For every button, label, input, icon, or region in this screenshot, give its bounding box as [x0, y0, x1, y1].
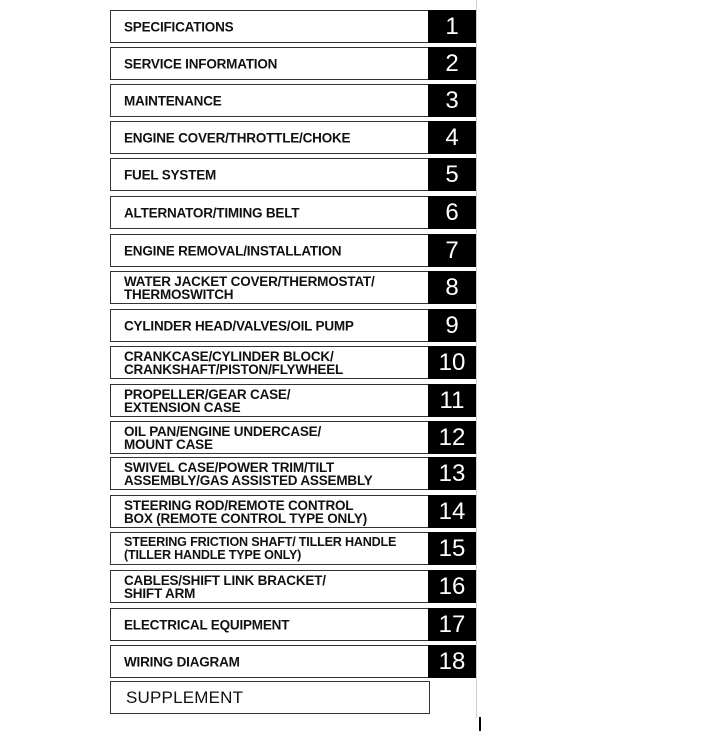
section-title: PROPELLER/GEAR CASE/ EXTENSION CASE	[124, 386, 291, 415]
section-number-tab[interactable]	[428, 645, 476, 678]
section-title: ENGINE COVER/THROTTLE/CHOKE	[124, 130, 351, 145]
section-title-box[interactable]	[110, 532, 428, 565]
section-number-tab[interactable]	[428, 309, 476, 342]
section-number: 10	[438, 348, 466, 376]
section-tab[interactable]	[110, 346, 476, 379]
section-number: 6	[445, 198, 459, 226]
section-tab[interactable]	[110, 234, 476, 267]
section-tab[interactable]	[110, 47, 476, 80]
section-title-box[interactable]	[110, 457, 428, 490]
section-tab[interactable]	[110, 645, 476, 678]
section-title-box[interactable]	[110, 234, 428, 267]
section-title-box[interactable]	[110, 608, 428, 641]
section-number: 16	[438, 572, 466, 600]
section-tab[interactable]	[110, 84, 476, 117]
section-title-box[interactable]	[110, 196, 428, 229]
section-title: CABLES/SHIFT LINK BRACKET/ SHIFT ARM	[124, 572, 326, 601]
section-title: CYLINDER HEAD/VALVES/OIL PUMP	[124, 318, 354, 333]
section-title: SWIVEL CASE/POWER TRIM/TILT ASSEMBLY/GAS ASSISTED ASSEMBLY	[124, 459, 373, 488]
section-number-tab[interactable]	[428, 84, 476, 117]
section-number: 7	[445, 236, 459, 264]
section-number-tab[interactable]	[428, 10, 476, 43]
section-number: 1	[445, 12, 459, 40]
section-title-box[interactable]	[110, 495, 428, 528]
section-title: FUEL SYSTEM	[124, 167, 217, 182]
section-tab[interactable]	[110, 271, 476, 304]
section-tab[interactable]	[110, 608, 476, 641]
section-title: MAINTENANCE	[124, 93, 222, 108]
section-title: SPECIFICATIONS	[124, 19, 234, 34]
section-title-box[interactable]	[110, 570, 428, 603]
section-title: CRANKCASE/CYLINDER BLOCK/ CRANKSHAFT/PISTON/FLYWHEEL	[124, 348, 344, 377]
section-tab[interactable]	[110, 532, 476, 565]
supplement-title: SUPPLEMENT	[126, 687, 244, 707]
section-title: OIL PAN/ENGINE UNDERCASE/ MOUNT CASE	[124, 423, 322, 452]
section-number-tab[interactable]	[428, 47, 476, 80]
section-number: 14	[438, 497, 466, 525]
section-number-tab[interactable]	[428, 196, 476, 229]
section-number: 8	[445, 273, 459, 301]
section-title: STEERING FRICTION SHAFT/ TILLER HANDLE (TILLER HANDLE TYPE ONLY)	[124, 534, 397, 562]
section-tab[interactable]	[110, 121, 476, 154]
section-number: 3	[445, 86, 459, 114]
section-tab[interactable]	[110, 495, 476, 528]
section-title-box[interactable]	[110, 84, 428, 117]
section-number: 4	[445, 123, 459, 151]
section-number-tab[interactable]	[428, 158, 476, 191]
section-number-tab[interactable]	[428, 384, 476, 417]
section-tab[interactable]	[110, 457, 476, 490]
section-title-box[interactable]	[110, 47, 428, 80]
section-title: WIRING DIAGRAM	[124, 654, 240, 669]
section-number-tab[interactable]	[428, 346, 476, 379]
page-edge-rule	[476, 0, 477, 718]
section-tab[interactable]	[110, 384, 476, 417]
section-title: SERVICE INFORMATION	[124, 56, 278, 71]
section-number-tab[interactable]	[428, 608, 476, 641]
section-tab[interactable]	[110, 570, 476, 603]
section-number: 12	[438, 423, 466, 451]
section-number-tab[interactable]	[428, 421, 476, 454]
section-title-box[interactable]	[110, 158, 428, 191]
section-number-tab[interactable]	[428, 532, 476, 565]
section-number: 18	[438, 647, 466, 675]
section-title-box[interactable]	[110, 121, 428, 154]
section-title-box[interactable]	[110, 421, 428, 454]
section-number-tab[interactable]	[428, 457, 476, 490]
section-number: 9	[445, 311, 459, 339]
section-number: 11	[439, 386, 465, 414]
section-number: 2	[445, 49, 459, 77]
section-title: ENGINE REMOVAL/INSTALLATION	[124, 243, 342, 258]
section-title-box[interactable]	[110, 384, 428, 417]
section-title: WATER JACKET COVER/THERMOSTAT/ THERMOSWITCH	[124, 273, 375, 302]
section-number: 5	[445, 160, 459, 188]
section-number: 17	[438, 610, 466, 638]
supplement-tab[interactable]	[110, 681, 430, 714]
section-title-box[interactable]	[110, 10, 428, 43]
section-title: ALTERNATOR/TIMING BELT	[124, 205, 300, 220]
section-number-tab[interactable]	[428, 570, 476, 603]
section-tab[interactable]	[110, 10, 476, 43]
section-number-tab[interactable]	[428, 234, 476, 267]
section-number: 15	[438, 534, 466, 562]
section-title-box[interactable]	[110, 346, 428, 379]
section-number: 13	[438, 459, 466, 487]
section-title-box[interactable]	[110, 271, 428, 304]
section-title-box[interactable]	[110, 645, 428, 678]
section-number-tab[interactable]	[428, 495, 476, 528]
section-title: ELECTRICAL EQUIPMENT	[124, 617, 290, 632]
section-tab[interactable]	[110, 158, 476, 191]
section-number-tab[interactable]	[428, 271, 476, 304]
section-title-box[interactable]	[110, 309, 428, 342]
section-title: STEERING ROD/REMOTE CONTROL BOX (REMOTE CONTROL TYPE ONLY)	[124, 497, 368, 526]
page-edge-tick	[479, 717, 481, 731]
section-number-tab[interactable]	[428, 121, 476, 154]
section-tab[interactable]	[110, 196, 476, 229]
section-tab[interactable]	[110, 421, 476, 454]
section-tab[interactable]	[110, 309, 476, 342]
